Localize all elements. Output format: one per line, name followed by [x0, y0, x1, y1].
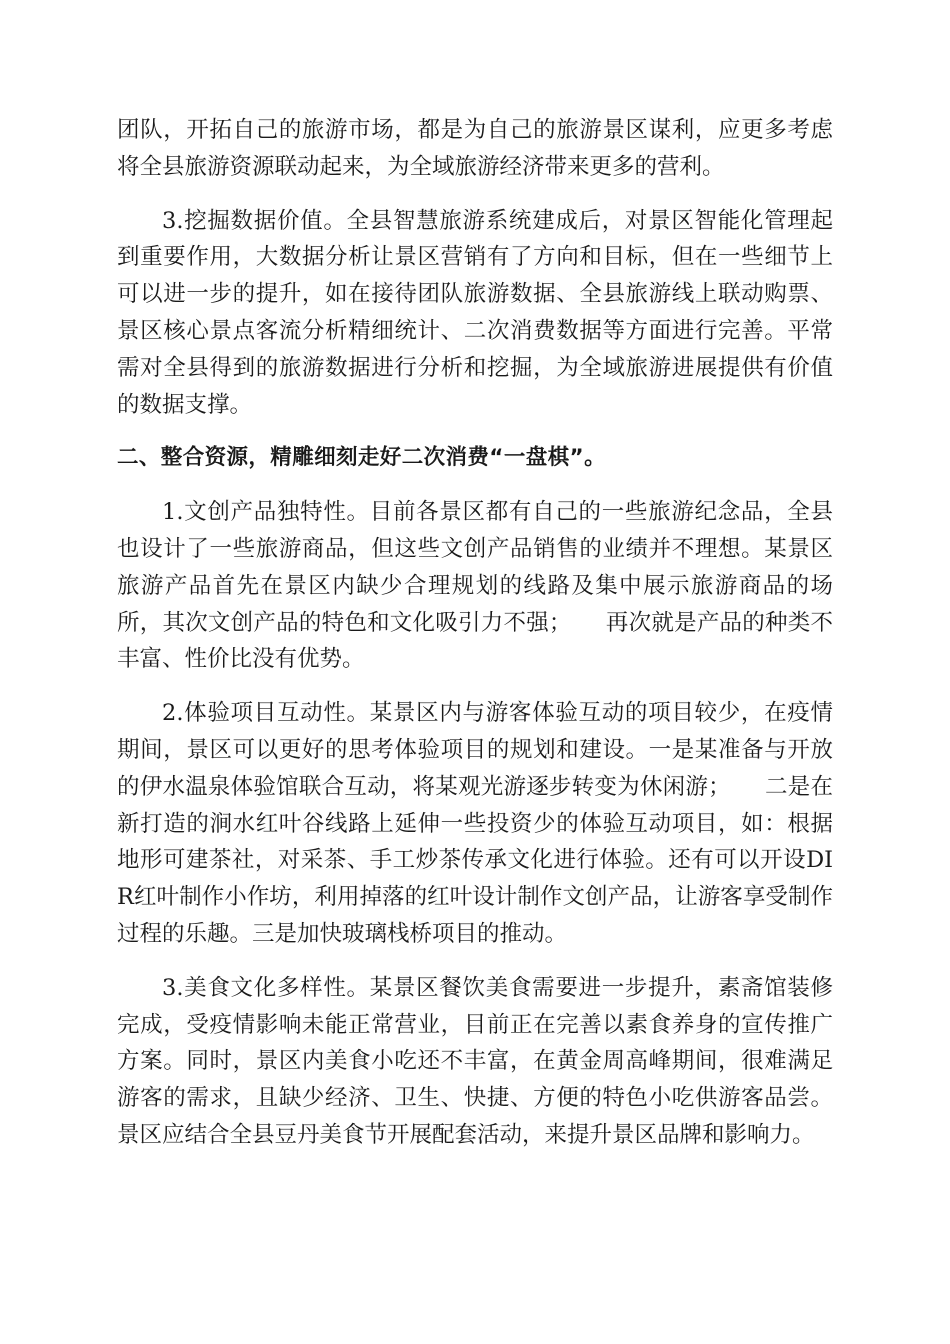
paragraph-cultural-products: 1.文创产品独特性。目前各景区都有自己的一些旅游纪念品，全县也设计了一些旅游商品，但这些文创产品销售的业绩并不理想。某景区旅游产品首先在景区内缺少合理规划的线路及集中展示旅游商品的场所，其次文创产品的特色和文化吸引力不强； 再次就是产品的种类不丰富、性价比没有优势。: [117, 499, 833, 673]
paragraph-continuation: 团队，开拓自己的旅游市场，都是为自己的旅游景区谋利，应更多考虑将全县旅游资源联动起来，为全域旅游经济带来更多的营利。: [117, 117, 833, 180]
document-page: [117, 112, 833, 1171]
paragraph-experience-projects: 2.体验项目互动性。某景区内与游客体验互动的项目较少，在疫情期间，景区可以更好的思考体验项目的规划和建设。一是某准备与开放的伊水温泉体验馆联合互动，将某观光游逐步转变为休闲游； 二是在新打造的涧水红叶谷线路上延伸一些投资少的体验互动项目，如：根据地形可建茶社，对采茶、手工炒茶传承文化进行体验。还有可以开设DIR红叶制作小作坊，利用掉落的红叶设计制作文创产品，让游客享受制作过程的乐趣。三是加快玻璃栈桥项目的推动。: [117, 700, 833, 947]
section-heading: 二、整合资源，精雕细刻走好二次消费“一盘棋”。: [117, 445, 606, 471]
paragraph-data-value: 3.挖掘数据价值。全县智慧旅游系统建成后，对景区智能化管理起到重要作用，大数据分析让景区营销有了方向和目标，但在一些细节上可以进一步的提升，如在接待团队旅游数据、全县旅游线上联动购票、景区核心景点客流分析精细统计、二次消费数据等方面进行完善。平常需对全县得到的旅游数据进行分析和挖掘，为全域旅游进展提供有价值的数据支撑。: [117, 207, 833, 418]
paragraph-food-culture: 3.美食文化多样性。某景区餐饮美食需要进一步提升，素斋馆装修完成，受疫情影响未能正常营业，目前正在完善以素食养身的宣传推广方案。同时，景区内美食小吃还不丰富，在黄金周高峰期间，很难满足游客的需求，且缺少经济、卫生、快捷、方便的特色小吃供游客品尝。景区应结合全县豆丹美食节开展配套活动，来提升景区品牌和影响力。: [117, 974, 833, 1148]
